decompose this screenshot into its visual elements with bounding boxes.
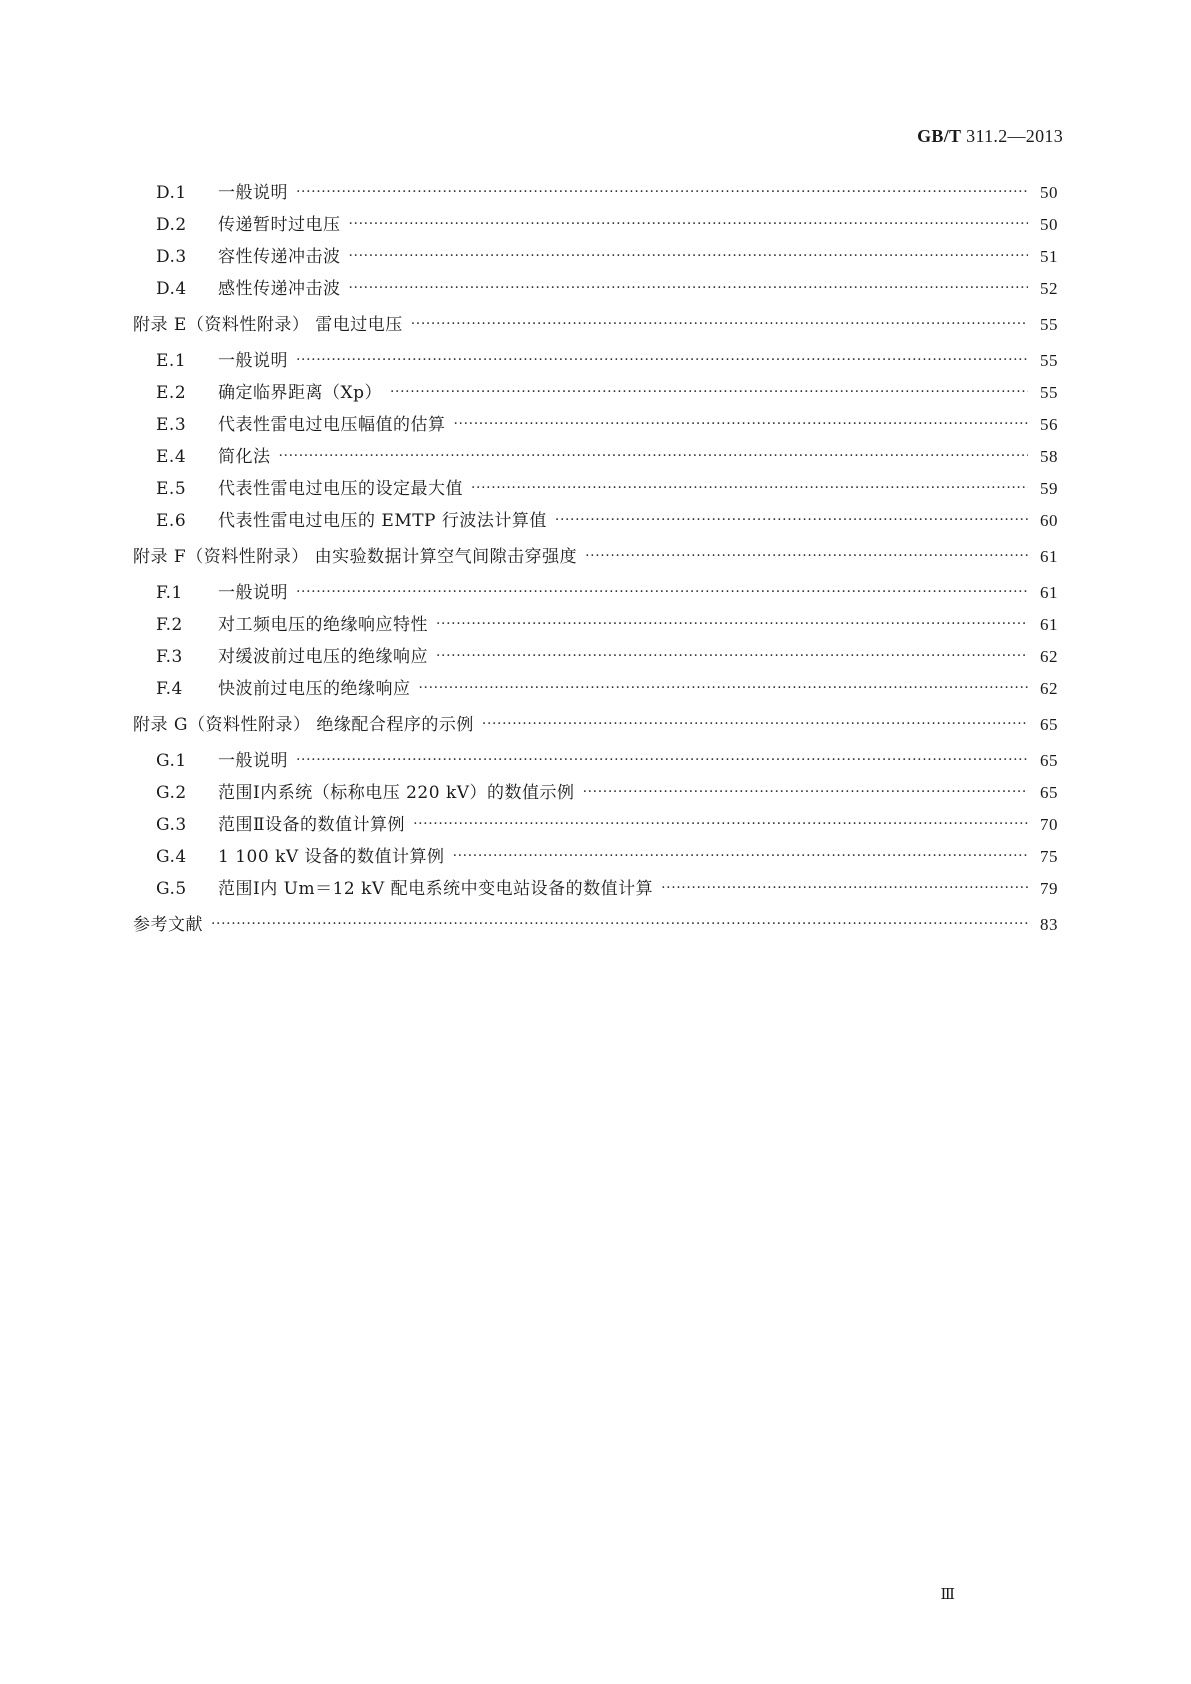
dot-leader <box>296 749 1028 766</box>
toc-entry[interactable] <box>133 178 1058 210</box>
toc-entry-title: 附录 E（资料性附录） 雷电过电压 <box>133 315 403 335</box>
toc-entry-title: 代表性雷电过电压的 EMTP 行波法计算值 <box>218 511 547 531</box>
toc-entry-page: 58 <box>1040 447 1058 466</box>
toc-entry[interactable] <box>133 610 1058 642</box>
dot-leader <box>453 845 1028 862</box>
toc-entry-title: 容性传递冲击波 <box>218 247 341 267</box>
dot-leader <box>555 509 1028 526</box>
toc-entry-title: 确定临界距离（Xp） <box>218 383 382 403</box>
toc-entry-title: 对缓波前过电压的绝缘响应 <box>218 647 428 667</box>
toc-entry-title: 代表性雷电过电压的设定最大值 <box>218 479 463 499</box>
toc-entry-page: 51 <box>1040 247 1058 266</box>
toc-entry[interactable] <box>133 442 1058 474</box>
toc-entry-number: D.2 <box>156 215 187 235</box>
standard-code: GB/T <box>917 126 962 146</box>
dot-leader <box>585 545 1028 562</box>
dot-leader <box>436 645 1028 662</box>
dot-leader <box>454 413 1029 430</box>
toc-entry-title: 范围Ⅱ设备的数值计算例 <box>218 815 406 835</box>
toc-entry-number: G.3 <box>156 815 187 835</box>
toc-entry-title: 范围Ⅰ内 Um＝12 kV 配电系统中变电站设备的数值计算 <box>218 879 654 899</box>
toc-entry-page: 55 <box>1040 351 1058 370</box>
toc-entry[interactable] <box>133 778 1058 810</box>
toc-entry-page: 52 <box>1040 279 1058 298</box>
dot-leader <box>279 445 1029 462</box>
dot-leader <box>661 877 1028 894</box>
dot-leader <box>349 213 1029 230</box>
toc-entry[interactable] <box>133 674 1058 706</box>
toc-entry-page: 75 <box>1040 847 1058 866</box>
toc-entry-page: 65 <box>1040 751 1058 770</box>
dot-leader <box>471 477 1028 494</box>
toc-entry-page: 61 <box>1040 583 1058 602</box>
dot-leader <box>211 913 1028 930</box>
dot-leader <box>296 181 1028 198</box>
toc-entry-page: 56 <box>1040 415 1058 434</box>
toc-entry-number: G.5 <box>156 879 187 899</box>
toc-entry[interactable] <box>133 910 1058 946</box>
dot-leader <box>349 277 1029 294</box>
toc-entry-page: 70 <box>1040 815 1058 834</box>
toc-entry-number: G.4 <box>156 847 187 867</box>
toc-entry-page: 60 <box>1040 511 1058 530</box>
toc-entry-number: F.1 <box>156 583 183 603</box>
toc-entry[interactable] <box>133 410 1058 442</box>
toc-entry-title: 范围Ⅰ内系统（标称电压 220 kV）的数值示例 <box>218 783 575 803</box>
dot-leader <box>419 677 1029 694</box>
toc-entry[interactable] <box>133 310 1058 346</box>
toc-entry[interactable] <box>133 506 1058 538</box>
standard-number: 311.2—2013 <box>966 126 1063 146</box>
toc-entry[interactable] <box>133 710 1058 746</box>
dot-leader <box>296 581 1028 598</box>
toc-entry-number: D.4 <box>156 279 187 299</box>
dot-leader <box>390 381 1028 398</box>
toc-entry-title: 一般说明 <box>218 183 288 203</box>
toc-entry-number: F.4 <box>156 679 183 699</box>
toc-entry-page: 79 <box>1040 879 1058 898</box>
toc-entry[interactable] <box>133 378 1058 410</box>
toc-entry-number: E.6 <box>156 511 187 531</box>
toc-entry-number: G.1 <box>156 751 187 771</box>
toc-entry[interactable] <box>133 346 1058 378</box>
dot-leader <box>411 313 1028 330</box>
dot-leader <box>296 349 1028 366</box>
toc-entry[interactable] <box>133 810 1058 842</box>
toc-entry[interactable] <box>133 642 1058 674</box>
toc-entry-title: 1 100 kV 设备的数值计算例 <box>218 847 445 867</box>
toc-entry-page: 61 <box>1040 615 1058 634</box>
toc-entry-title: 简化法 <box>218 447 271 467</box>
toc-entry-number: D.3 <box>156 247 187 267</box>
toc-entry-number: F.3 <box>156 647 183 667</box>
toc-entry-page: 59 <box>1040 479 1058 498</box>
toc-entry[interactable] <box>133 842 1058 874</box>
toc-entry-page: 55 <box>1040 315 1058 334</box>
dot-leader <box>349 245 1029 262</box>
toc-entry-page: 83 <box>1040 915 1058 934</box>
toc-entry-title: 参考文献 <box>133 915 203 935</box>
toc-entry-title: 一般说明 <box>218 583 288 603</box>
toc-entry-page: 65 <box>1040 715 1058 734</box>
dot-leader <box>436 613 1028 630</box>
toc-entry[interactable] <box>133 578 1058 610</box>
toc-entry-title: 附录 G（资料性附录） 绝缘配合程序的示例 <box>133 715 474 735</box>
toc-entry-title: 一般说明 <box>218 351 288 371</box>
dot-leader <box>583 781 1028 798</box>
toc-entry-title: 传递暂时过电压 <box>218 215 341 235</box>
toc-entry[interactable] <box>133 274 1058 306</box>
toc-entry-page: 50 <box>1040 183 1058 202</box>
toc-entry[interactable] <box>133 874 1058 906</box>
toc-entry-page: 62 <box>1040 679 1058 698</box>
toc-entry-title: 附录 F（资料性附录） 由实验数据计算空气间隙击穿强度 <box>133 547 578 567</box>
toc-entry-title: 对工频电压的绝缘响应特性 <box>218 615 428 635</box>
toc-entry[interactable] <box>133 746 1058 778</box>
table-of-contents <box>133 178 1058 946</box>
toc-entry-number: E.4 <box>156 447 187 467</box>
toc-entry-number: D.1 <box>156 183 187 203</box>
toc-entry-page: 65 <box>1040 783 1058 802</box>
toc-entry[interactable] <box>133 542 1058 578</box>
standard-header <box>917 126 1063 147</box>
toc-entry[interactable] <box>133 242 1058 274</box>
toc-entry[interactable] <box>133 474 1058 506</box>
toc-entry-page: 62 <box>1040 647 1058 666</box>
toc-entry-title: 一般说明 <box>218 751 288 771</box>
toc-entry-number: E.3 <box>156 415 187 435</box>
toc-entry[interactable] <box>133 210 1058 242</box>
toc-entry-title: 感性传递冲击波 <box>218 279 341 299</box>
toc-entry-number: E.1 <box>156 351 187 371</box>
toc-entry-number: F.2 <box>156 615 183 635</box>
page-number: Ⅲ <box>940 1587 955 1603</box>
dot-leader <box>413 813 1028 830</box>
toc-entry-title: 快波前过电压的绝缘响应 <box>218 679 411 699</box>
toc-entry-title: 代表性雷电过电压幅值的估算 <box>218 415 446 435</box>
toc-entry-page: 61 <box>1040 547 1058 566</box>
dot-leader <box>482 713 1028 730</box>
toc-entry-page: 55 <box>1040 383 1058 402</box>
toc-entry-page: 50 <box>1040 215 1058 234</box>
toc-entry-number: G.2 <box>156 783 187 803</box>
toc-entry-number: E.2 <box>156 383 187 403</box>
toc-entry-number: E.5 <box>156 479 187 499</box>
